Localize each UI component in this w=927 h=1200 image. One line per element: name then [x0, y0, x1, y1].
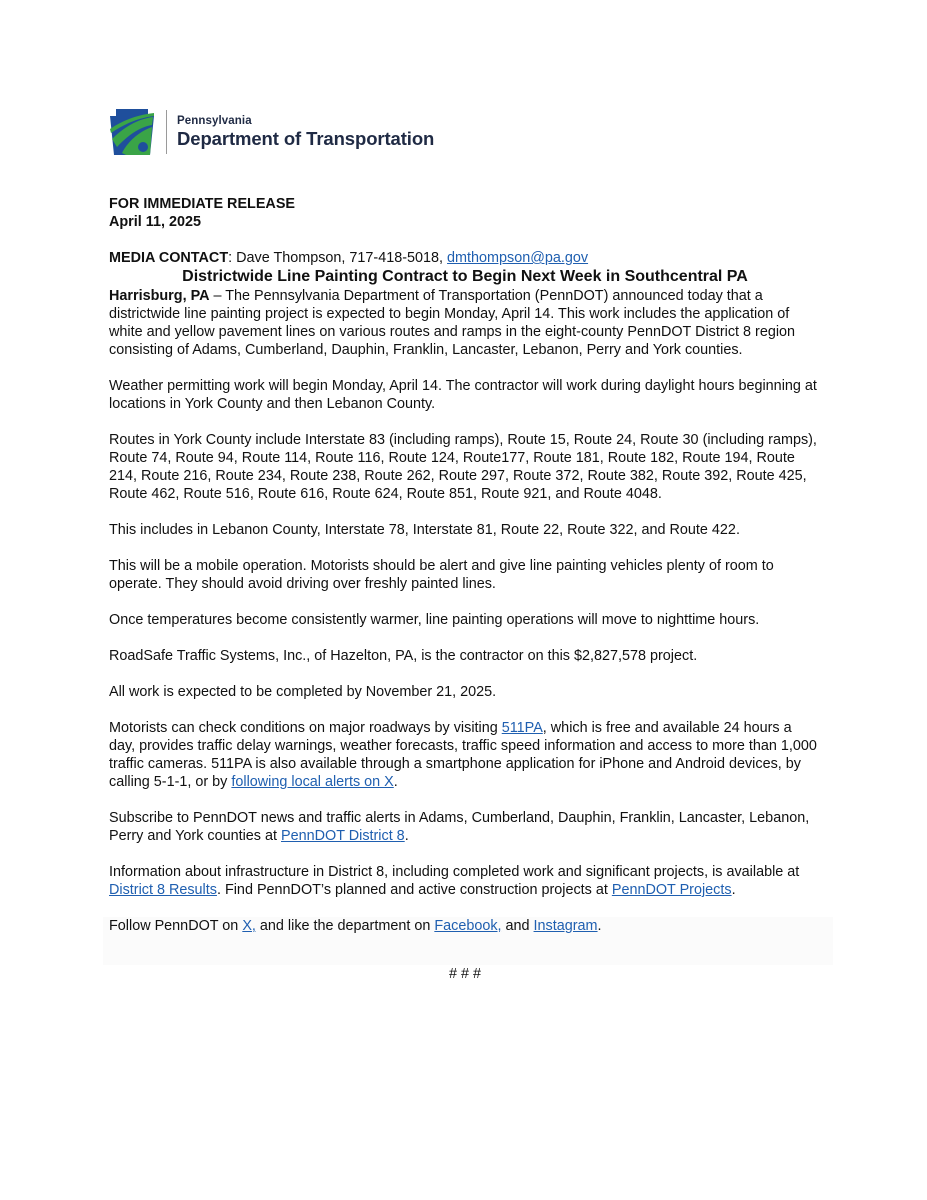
media-contact-email-link[interactable]: dmthompson@pa.gov	[447, 250, 589, 266]
end-mark: # # #	[448, 966, 481, 982]
511pa-link[interactable]: 511PA	[501, 720, 543, 736]
intro-text: – The Pennsylvania Department of Transportation (PennDOT) announced today that a districtwide line painting project is expected to begin Monday, April 14. This work includes the application of white and yellow pavement lines on various routes and ramps in the eight-county PennDOT District 8 region consisting of Adams, Cumberland, Dauphin, Franklin, Lancaster, Lebanon, Perry and York counties.	[109, 288, 796, 358]
logo-department: Department of Transportation	[177, 128, 435, 149]
text: , which is free and available 24 hours a day, provides traffic delay warnings, weather forecasts, traffic speed information and access to more than 1,000 traffic cameras. 511PA is also available through a smartphone application for iPhone and Android devices, by calling 5-1-1, or by	[109, 720, 817, 790]
media-contact-label: MEDIA CONTACT	[109, 250, 229, 266]
paragraph-511pa	[109, 719, 821, 791]
penndot-logo	[108, 109, 434, 155]
press-release	[109, 195, 821, 983]
text: .	[597, 918, 602, 934]
text: . Find PennDOT’s planned and active construction projects at	[216, 882, 612, 898]
facebook-link[interactable]: Facebook,	[434, 918, 502, 934]
release-date: April 11, 2025	[109, 214, 201, 230]
text: Information about infrastructure in District 8, including completed work and significant projects, is available at	[109, 864, 800, 880]
paragraph-social	[109, 917, 821, 935]
local-alerts-x-link[interactable]: following local alerts on X	[231, 774, 394, 790]
penndot-district-8-link[interactable]: PennDOT District 8	[281, 828, 405, 844]
text: and like the department on	[255, 918, 435, 934]
logo-wordmark	[177, 114, 434, 150]
paragraph-subscribe	[109, 809, 821, 845]
keystone-logo-icon	[108, 109, 156, 155]
paragraph-intro	[109, 287, 821, 359]
paragraph-mobile-operation: This will be a mobile operation. Motorists should be alert and give line painting vehicles plenty of room to operate. They should avoid driving over freshly painted lines.	[109, 558, 774, 592]
paragraph-lebanon-routes: This includes in Lebanon County, Interstate 78, Interstate 81, Route 22, Route 322, and Route 422.	[109, 522, 740, 538]
dateline: Harrisburg, PA	[109, 288, 210, 304]
media-contact-text: : Dave Thompson, 717-418-5018,	[228, 250, 448, 266]
text: and	[501, 918, 534, 934]
logo-state: Pennsylvania	[177, 115, 252, 127]
paragraph-completion: All work is expected to be completed by November 21, 2025.	[109, 684, 497, 700]
paragraph-nighttime: Once temperatures become consistently warmer, line painting operations will move to nighttime hours.	[109, 612, 760, 628]
text: .	[731, 882, 736, 898]
text: .	[404, 828, 409, 844]
logo-divider	[166, 110, 167, 154]
paragraph-schedule: Weather permitting work will begin Monday, April 14. The contractor will work during daylight hours beginning at locations in York County and then Lebanon County.	[109, 378, 817, 412]
text: Motorists can check conditions on major roadways by visiting	[109, 720, 502, 736]
social-section	[103, 917, 833, 965]
media-contact	[109, 249, 821, 267]
paragraph-york-routes: Routes in York County include Interstate 83 (including ramps), Route 15, Route 24, Route 30 (including ramps), Route 74, Route 94, Route 114, Route 116, Route 124, Route177, Route 181, Route 182, Route 194, Route 214, Route 216, Route 234, Route 238, Route 262, Route 297, Route 372, Route 382, Route 392, Route 425, Route 462, Route 516, Route 616, Route 624, Route 851, Route 921, and Route 4048.	[109, 432, 817, 502]
paragraph-infrastructure	[109, 863, 821, 899]
penndot-projects-link[interactable]: PennDOT Projects	[611, 882, 732, 898]
text: Follow PennDOT on	[109, 918, 243, 934]
district-8-results-link[interactable]: District 8 Results	[109, 882, 217, 898]
text: .	[393, 774, 398, 790]
instagram-link[interactable]: Instagram	[533, 918, 598, 934]
text: Subscribe to PennDOT news and traffic alerts in Adams, Cumberland, Dauphin, Franklin, Lancaster, Lebanon, Perry and York counties at	[109, 810, 810, 844]
headline: Districtwide Line Painting Contract to Begin Next Week in Southcentral PA	[182, 268, 748, 285]
release-label: FOR IMMEDIATE RELEASE	[109, 196, 296, 212]
x-link[interactable]: X,	[242, 918, 256, 934]
paragraph-contractor: RoadSafe Traffic Systems, Inc., of Hazelton, PA, is the contractor on this $2,827,578 project.	[109, 648, 698, 664]
